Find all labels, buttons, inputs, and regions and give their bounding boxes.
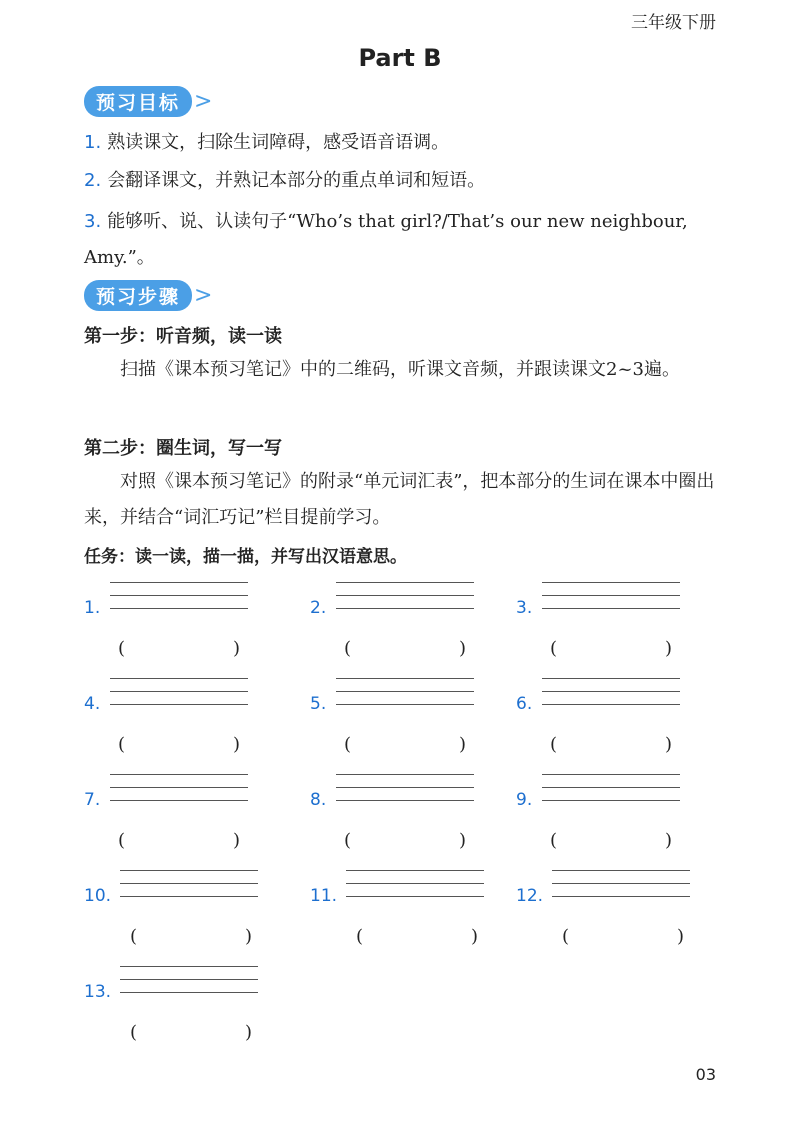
answer-parentheses[interactable] bbox=[344, 734, 466, 755]
exercise-number: 11. bbox=[310, 886, 338, 906]
open-paren: ( bbox=[130, 926, 138, 947]
close-paren: ) bbox=[232, 734, 240, 755]
goal-item bbox=[84, 204, 724, 276]
close-paren: ) bbox=[244, 1022, 252, 1043]
goal-number: 2. bbox=[84, 170, 102, 191]
close-paren: ) bbox=[244, 926, 252, 947]
open-paren: ( bbox=[118, 830, 126, 851]
answer-parentheses[interactable] bbox=[356, 926, 478, 947]
close-paren: ) bbox=[470, 926, 478, 947]
task-instruction: 任务：读一读，描一描，并写出汉语意思。 bbox=[84, 547, 407, 567]
answer-parentheses[interactable] bbox=[118, 638, 240, 659]
exercise-item bbox=[84, 672, 284, 768]
writing-lines[interactable] bbox=[336, 774, 474, 813]
open-paren: ( bbox=[562, 926, 570, 947]
writing-lines[interactable] bbox=[110, 582, 248, 621]
exercise-number: 4. bbox=[84, 694, 101, 714]
goal-number: 3. bbox=[84, 211, 102, 232]
grade-label: 三年级下册 bbox=[631, 13, 716, 33]
close-paren: ) bbox=[664, 638, 672, 659]
writing-lines[interactable] bbox=[542, 774, 680, 813]
open-paren: ( bbox=[356, 926, 364, 947]
open-paren: ( bbox=[550, 734, 558, 755]
close-paren: ) bbox=[458, 638, 466, 659]
exercise-item bbox=[310, 672, 510, 768]
goals-section-header bbox=[84, 86, 212, 116]
answer-parentheses[interactable] bbox=[118, 830, 240, 851]
exercise-number: 2. bbox=[310, 598, 327, 618]
close-paren: ) bbox=[664, 830, 672, 851]
answer-parentheses[interactable] bbox=[562, 926, 684, 947]
steps-section-header bbox=[84, 280, 212, 310]
open-paren: ( bbox=[344, 734, 352, 755]
answer-parentheses[interactable] bbox=[344, 638, 466, 659]
exercise-item bbox=[516, 768, 716, 864]
writing-lines[interactable] bbox=[336, 582, 474, 621]
answer-parentheses[interactable] bbox=[550, 638, 672, 659]
goals-title: 预习目标 bbox=[84, 86, 192, 117]
exercise-item bbox=[84, 864, 284, 960]
goal-text: 会翻译课文，并熟记本部分的重点单词和短语。 bbox=[107, 170, 486, 191]
chevron-right-icon: > bbox=[194, 282, 213, 308]
exercise-number: 13. bbox=[84, 982, 112, 1002]
exercise-number: 10. bbox=[84, 886, 112, 906]
exercise-number: 6. bbox=[516, 694, 533, 714]
exercise-item bbox=[310, 768, 510, 864]
page-title: Part B bbox=[358, 44, 442, 72]
goal-number: 1. bbox=[84, 132, 102, 153]
open-paren: ( bbox=[118, 638, 126, 659]
writing-lines[interactable] bbox=[120, 966, 258, 1005]
exercise-number: 12. bbox=[516, 886, 544, 906]
page-number: 03 bbox=[695, 1065, 716, 1084]
open-paren: ( bbox=[550, 830, 558, 851]
open-paren: ( bbox=[118, 734, 126, 755]
writing-lines[interactable] bbox=[346, 870, 484, 909]
answer-parentheses[interactable] bbox=[550, 830, 672, 851]
open-paren: ( bbox=[344, 638, 352, 659]
answer-parentheses[interactable] bbox=[550, 734, 672, 755]
close-paren: ) bbox=[232, 830, 240, 851]
answer-parentheses[interactable] bbox=[344, 830, 466, 851]
exercise-number: 1. bbox=[84, 598, 101, 618]
exercise-item bbox=[516, 576, 716, 672]
close-paren: ) bbox=[676, 926, 684, 947]
answer-parentheses[interactable] bbox=[130, 1022, 252, 1043]
goal-text: 熟读课文，扫除生词障碍，感受语音语调。 bbox=[107, 132, 450, 153]
close-paren: ) bbox=[458, 830, 466, 851]
close-paren: ) bbox=[458, 734, 466, 755]
exercise-number: 9. bbox=[516, 790, 533, 810]
exercise-item bbox=[84, 768, 284, 864]
step-title: 第二步：圈生词，写一写 bbox=[84, 438, 282, 459]
exercise-item bbox=[516, 864, 716, 960]
writing-lines[interactable] bbox=[336, 678, 474, 717]
close-paren: ) bbox=[232, 638, 240, 659]
writing-lines[interactable] bbox=[542, 582, 680, 621]
open-paren: ( bbox=[344, 830, 352, 851]
exercise-number: 8. bbox=[310, 790, 327, 810]
writing-lines[interactable] bbox=[110, 774, 248, 813]
writing-lines[interactable] bbox=[552, 870, 690, 909]
writing-lines[interactable] bbox=[110, 678, 248, 717]
exercise-item bbox=[516, 672, 716, 768]
exercise-number: 7. bbox=[84, 790, 101, 810]
exercise-number: 5. bbox=[310, 694, 327, 714]
exercise-item bbox=[84, 576, 284, 672]
goal-item bbox=[84, 128, 449, 158]
exercise-item bbox=[310, 864, 510, 960]
open-paren: ( bbox=[550, 638, 558, 659]
close-paren: ) bbox=[664, 734, 672, 755]
exercise-item bbox=[310, 576, 510, 672]
steps-title: 预习步骤 bbox=[84, 280, 192, 311]
exercise-number: 3. bbox=[516, 598, 533, 618]
exercise-item bbox=[84, 960, 284, 1056]
writing-lines[interactable] bbox=[120, 870, 258, 909]
goal-item bbox=[84, 166, 485, 196]
step-text: 扫描《课本预习笔记》中的二维码，听课文音频，并跟读课文2~3遍。 bbox=[120, 359, 680, 380]
step-title: 第一步：听音频，读一读 bbox=[84, 326, 282, 347]
answer-parentheses[interactable] bbox=[130, 926, 252, 947]
chevron-right-icon: > bbox=[194, 88, 213, 114]
open-paren: ( bbox=[130, 1022, 138, 1043]
goal-text: 能够听、说、认读句子“Who’s that girl?/That’s our new neighbour, Amy.”。 bbox=[84, 211, 688, 268]
writing-lines[interactable] bbox=[542, 678, 680, 717]
answer-parentheses[interactable] bbox=[118, 734, 240, 755]
step-text: 对照《课本预习笔记》的附录“单元词汇表”，把本部分的生词在课本中圈出来，并结合“词汇巧记”栏目提前学习。 bbox=[84, 471, 715, 528]
